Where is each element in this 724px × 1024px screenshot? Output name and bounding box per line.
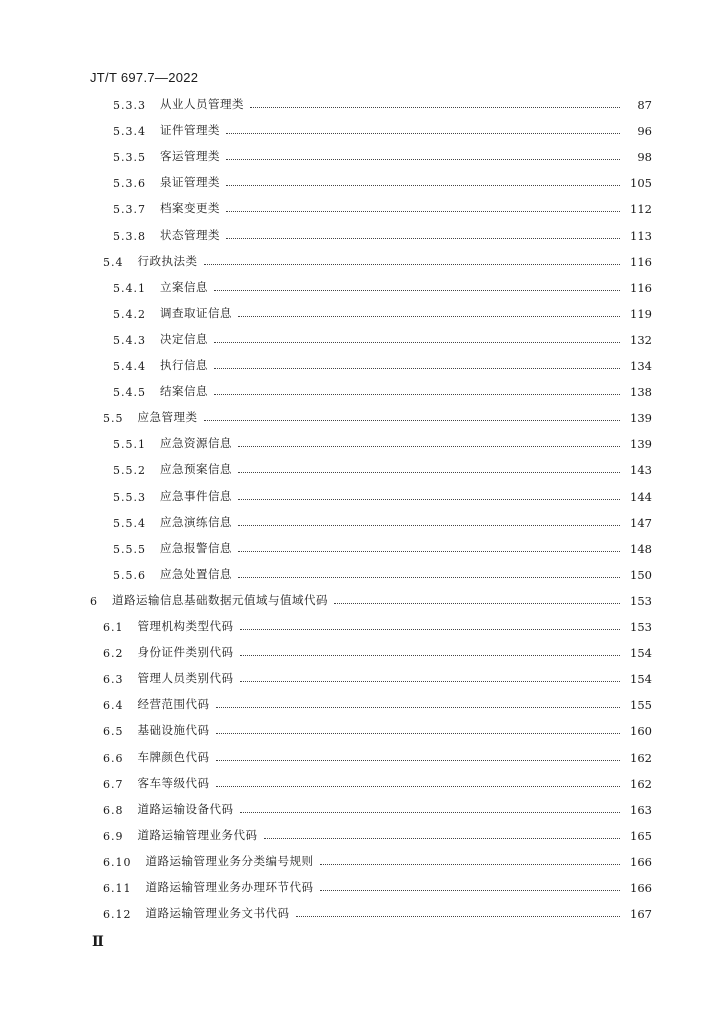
toc-entry-number: 5.4.3 [113, 333, 146, 347]
toc-entry-title: 道路运输管理业务办理环节代码 [145, 880, 314, 894]
toc-entry-number: 6.3 [103, 673, 124, 687]
toc-entry-page: 154 [630, 646, 652, 661]
toc-entry[interactable] [0, 144, 724, 164]
toc-entry[interactable] [0, 327, 724, 347]
toc-entry-title: 应急事件信息 [160, 488, 232, 503]
toc-entry-number: 6.6 [103, 751, 124, 765]
toc-entry-title: 道路运输管理业务文书代码 [145, 906, 290, 921]
toc-entry[interactable] [0, 196, 724, 216]
toc-entry-title: 道路运输设备代码 [137, 801, 234, 816]
toc-entry-title: 应急处置信息 [160, 566, 232, 581]
toc-entry-title: 经营范围代码 [137, 697, 210, 712]
toc-entry-page: 112 [630, 202, 652, 217]
toc-entry-page: 96 [637, 124, 652, 139]
toc-entry-number: 5.3.8 [113, 229, 146, 243]
toc-entry-number: 5.4 [103, 255, 124, 269]
toc-leader-dots [226, 237, 620, 239]
toc-entry[interactable] [0, 849, 724, 869]
toc-leader-dots [238, 550, 620, 552]
toc-entry[interactable] [0, 118, 724, 138]
toc-entry-title: 应急预案信息 [160, 462, 232, 477]
toc-entry-number: 5.5.1 [113, 438, 146, 452]
toc-leader-dots [216, 706, 621, 708]
toc-entry-title: 管理人员类别代码 [137, 671, 234, 686]
toc-entry-page: 138 [630, 385, 652, 400]
document-id-header: JT/T 697.7—2022 [90, 70, 199, 85]
toc-entry[interactable] [0, 745, 724, 765]
toc-entry-page: 132 [630, 332, 652, 347]
toc-entry[interactable] [0, 92, 724, 112]
toc-entry-number: 6.5 [103, 725, 124, 739]
toc-entry-page: 153 [630, 593, 652, 608]
toc-entry[interactable] [0, 614, 724, 634]
toc-leader-dots [214, 341, 620, 343]
toc-leader-dots [240, 680, 621, 682]
toc-entry-number: 6.11 [103, 882, 132, 895]
toc-entry[interactable] [0, 301, 724, 321]
toc-entry[interactable] [0, 510, 724, 530]
toc-entry-page: 139 [630, 411, 652, 426]
toc-entry-number: 6.4 [103, 699, 124, 713]
page-number: Ⅱ [92, 934, 104, 950]
toc-leader-dots [238, 315, 620, 317]
toc-entry-title: 执行信息 [160, 358, 208, 372]
toc-entry[interactable] [0, 353, 724, 373]
toc-leader-dots [226, 184, 620, 186]
toc-leader-dots [204, 419, 621, 421]
toc-entry-page: 163 [630, 802, 652, 817]
toc-leader-dots [226, 132, 620, 134]
toc-entry-number: 6.8 [103, 803, 124, 817]
toc-entry[interactable] [0, 275, 724, 295]
toc-entry[interactable] [0, 484, 724, 504]
toc-entry-title: 道路运输管理业务分类编号规则 [145, 853, 314, 868]
toc-entry-title: 道路运输管理业务代码 [137, 827, 258, 842]
toc-entry-page: 98 [637, 150, 652, 165]
toc-entry-title: 决定信息 [160, 331, 208, 346]
toc-leader-dots [240, 654, 621, 656]
toc-leader-dots [320, 889, 621, 891]
toc-leader-dots [204, 263, 621, 265]
toc-entry-page: 144 [630, 489, 652, 504]
toc-entry-number: 5.3.3 [113, 99, 146, 112]
toc-entry-page: 160 [630, 724, 652, 739]
toc-entry-page: 113 [630, 228, 652, 243]
toc-entry-number: 5.3.4 [113, 125, 146, 139]
toc-entry-page: 153 [630, 620, 652, 634]
toc-entry-number: 6.1 [103, 621, 124, 634]
toc-entry-number: 5.5.6 [113, 568, 146, 582]
toc-leader-dots [214, 393, 620, 395]
toc-entry-page: 119 [630, 306, 652, 321]
toc-entry[interactable] [0, 170, 724, 190]
toc-leader-dots [320, 863, 621, 865]
toc-entry[interactable] [0, 823, 724, 843]
toc-entry-title: 应急管理类 [137, 410, 198, 425]
toc-entry-title: 客运管理类 [160, 149, 220, 164]
toc-entry[interactable] [0, 588, 724, 608]
toc-entry-page: 167 [630, 907, 652, 922]
toc-leader-dots [238, 498, 620, 500]
toc-entry[interactable] [0, 405, 724, 425]
toc-entry[interactable] [0, 562, 724, 582]
toc-entry-number: 5.5.3 [113, 490, 146, 504]
toc-entry-page: 165 [630, 828, 652, 843]
toc-entry-number: 5.4.5 [113, 386, 146, 400]
toc-entry-number: 6.7 [103, 777, 124, 791]
toc-entry[interactable] [0, 875, 724, 895]
toc-leader-dots [238, 524, 620, 526]
toc-entry-page: 105 [630, 176, 652, 191]
toc-entry-number: 5.5.2 [113, 464, 146, 478]
toc-entry-title: 基础设施代码 [137, 723, 210, 738]
toc-entry-title: 车牌颜色代码 [137, 749, 210, 764]
toc-entry[interactable] [0, 771, 724, 791]
toc-entry-page: 116 [630, 280, 652, 295]
toc-entry-number: 5.3.5 [113, 151, 146, 165]
toc-entry-title: 调查取证信息 [160, 305, 232, 320]
toc-entry-page: 147 [630, 515, 652, 530]
toc-entry-number: 5.4.4 [113, 360, 146, 373]
toc-entry-page: 154 [630, 672, 652, 687]
toc-entry[interactable] [0, 640, 724, 660]
toc-entry-title: 应急资源信息 [160, 436, 232, 451]
toc-entry[interactable] [0, 431, 724, 451]
toc-entry-number: 6 [90, 594, 98, 608]
toc-entry-title: 从业人员管理类 [160, 97, 244, 111]
toc-entry-number: 6.2 [103, 647, 124, 661]
toc-entry-page: 162 [630, 750, 652, 765]
toc-entry-title: 证件管理类 [160, 123, 220, 138]
toc-leader-dots [240, 811, 621, 813]
toc-entry-page: 150 [630, 567, 652, 582]
toc-leader-dots [240, 628, 621, 630]
toc-entry-number: 5.4.2 [113, 307, 146, 321]
toc-entry-page: 116 [630, 254, 652, 269]
toc-entry-title: 档案变更类 [160, 201, 220, 216]
toc-entry[interactable] [0, 797, 724, 817]
toc-leader-dots [216, 732, 621, 734]
toc-entry[interactable] [0, 901, 724, 921]
toc-entry-page: 166 [630, 881, 652, 895]
toc-entry-title: 身份证件类别代码 [137, 645, 234, 660]
toc-entry-title: 状态管理类 [160, 227, 220, 242]
toc-leader-dots [264, 837, 621, 839]
toc-entry-page: 143 [630, 463, 652, 478]
toc-entry-page: 134 [630, 359, 652, 373]
toc-entry-number: 5.3.7 [113, 203, 146, 217]
toc-entry-title: 应急演练信息 [160, 514, 232, 529]
toc-leader-dots [238, 445, 620, 447]
toc-leader-dots [238, 471, 620, 473]
toc-entry-number: 5.4.1 [113, 281, 146, 295]
toc-entry-title: 道路运输信息基础数据元值域与值域代码 [112, 592, 328, 607]
toc-leader-dots [226, 210, 620, 212]
toc-entry-title: 结案信息 [160, 384, 208, 399]
toc-leader-dots [250, 106, 620, 108]
toc-entry-page: 162 [630, 776, 652, 791]
toc-entry-number: 6.10 [103, 855, 132, 869]
toc-entry[interactable] [0, 666, 724, 686]
toc-leader-dots [216, 759, 621, 761]
toc-entry-page: 148 [630, 541, 652, 556]
toc-entry-number: 5.3.6 [113, 177, 146, 191]
toc-entry-title: 行政执法类 [137, 253, 198, 268]
toc-entry-number: 6.12 [103, 908, 132, 922]
toc-entry-page: 139 [630, 437, 652, 452]
toc-entry-number: 5.5 [103, 412, 124, 426]
toc-leader-dots [216, 785, 621, 787]
toc-entry-page: 166 [630, 854, 652, 869]
toc-entry[interactable] [0, 249, 724, 269]
toc-leader-dots [334, 602, 620, 604]
toc-entry-title: 管理机构类型代码 [137, 619, 234, 633]
toc-entry[interactable] [0, 223, 724, 243]
toc-entry-page: 155 [630, 698, 652, 713]
toc-entry-page: 87 [637, 98, 652, 112]
toc-entry[interactable] [0, 379, 724, 399]
toc-entry-number: 6.9 [103, 829, 124, 843]
toc-entry[interactable] [0, 718, 724, 738]
toc-leader-dots [238, 576, 620, 578]
toc-entry-title: 立案信息 [160, 279, 208, 294]
toc-leader-dots [214, 289, 620, 291]
toc-entry-number: 5.5.5 [113, 542, 146, 556]
toc-entry[interactable] [0, 692, 724, 712]
toc-entry-title: 泉证管理类 [160, 175, 220, 190]
toc-entry-number: 5.5.4 [113, 516, 146, 530]
toc-leader-dots [214, 367, 620, 369]
toc-entry-title: 客车等级代码 [137, 775, 210, 790]
toc-entry[interactable] [0, 536, 724, 556]
toc-leader-dots [296, 915, 621, 917]
toc-entry-title: 应急报警信息 [160, 540, 232, 555]
toc-entry[interactable] [0, 457, 724, 477]
toc-leader-dots [226, 158, 620, 160]
